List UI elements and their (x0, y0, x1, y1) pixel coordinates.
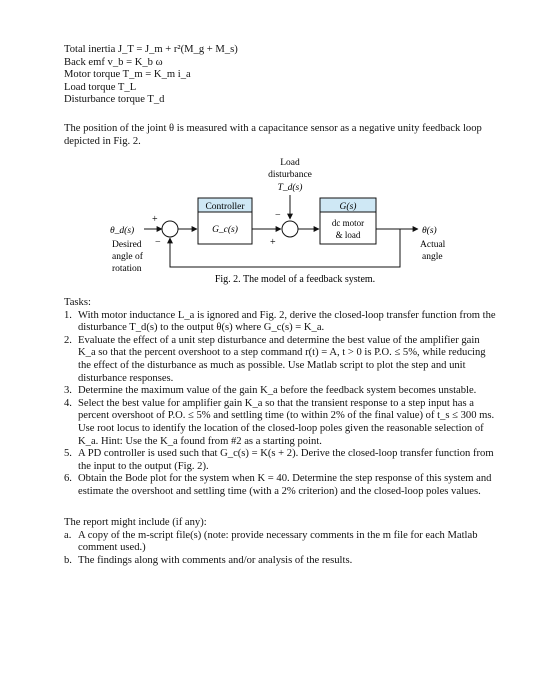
task-number: 1. (64, 309, 72, 321)
task-number: 5. (64, 448, 72, 460)
output-symbol: θ(s) (422, 226, 437, 236)
sum2-plus: + (270, 237, 276, 248)
block-diagram-svg (100, 150, 460, 290)
task-number: 6. (64, 473, 72, 485)
summing-junction-2 (282, 221, 298, 237)
disturbance-symbol: T_d(s) (277, 183, 303, 193)
report-section (64, 517, 496, 567)
intro-paragraph: The position of the joint θ is measured with a capacitance sensor as a negative unity feedback loop depicted in Fig. 2. (64, 123, 482, 147)
task-item-1 (64, 310, 496, 335)
controller-transfer-function: G_c(s) (212, 225, 238, 235)
load-label-1: Load (280, 158, 300, 168)
report-item-letter: a. (64, 529, 72, 541)
task-text: A PD controller is used such that G_c(s) = K(s + 2). Derive the closed-loop transfer function from the input to the output (Fig. 2). (78, 448, 494, 472)
definitions-list (64, 44, 238, 107)
figure-caption: Fig. 2. The model of a feedback system. (214, 274, 376, 285)
controller-title: Controller (205, 202, 245, 212)
task-text: Evaluate the effect of a unit step disturbance and determine the best value of the amplifier gain K_a so that the percent overshoot to a step command r(t) = A, t > 0 is P.O. ≤ 5%, while reducing the effect of the disturbance as much as possible. Use Matlab script to plot the step and unit disturbance responses. (78, 334, 486, 384)
task-text: Select the best value for amplifier gain K_a so that the transient response to a step input has a percent overshoot of P.O. ≤ 5% and settling time (to within 2% of the final value) of t_s ≤ 300 ms. Use root locus to identify the location of the closed-loop poles given the reasonable selection of K_a. Hint: Use the K_a found from #2 as a starting point. (78, 397, 495, 447)
task-item-3 (64, 385, 496, 398)
tasks-section (64, 297, 496, 499)
load-label-2: disturbance (268, 170, 312, 180)
task-item-6 (64, 473, 496, 498)
task-number: 3. (64, 385, 72, 397)
definition-back-emf: Back emf v_b = K_b ω (64, 56, 163, 68)
report-item-letter: b. (64, 554, 72, 566)
report-heading: The report might include (if any): (64, 517, 207, 528)
summing-junction-1 (162, 221, 178, 237)
input-label-3: rotation (112, 264, 142, 274)
tasks-heading: Tasks: (64, 297, 91, 308)
definition-total-inertia: Total inertia J_T = J_m + r²(M_g + M_s) (64, 44, 238, 55)
definition-motor-torque: Motor torque T_m = K_m i_a (64, 69, 191, 81)
block-diagram (100, 150, 460, 290)
plant-line-2: & load (335, 230, 361, 240)
task-number: 2. (64, 334, 72, 346)
report-item-text: The findings along with comments and/or analysis of the results. (78, 554, 353, 566)
output-label-2: angle (422, 252, 443, 262)
task-item-4 (64, 398, 496, 448)
task-item-5 (64, 448, 496, 473)
input-label-2: angle of (112, 252, 143, 262)
plant-title: G(s) (339, 202, 357, 212)
sum1-plus: + (152, 214, 158, 225)
report-item-text: A copy of the m-script file(s) (note: provide necessary comments in the m file for each Matlab comment used.) (78, 529, 478, 554)
definition-load-torque: Load torque T_L (64, 81, 137, 93)
input-label-1: Desired (112, 240, 142, 250)
input-symbol: θ_d(s) (110, 226, 135, 236)
task-text: With motor inductance L_a is ignored and Fig. 2, derive the closed-loop transfer function from the disturbance T_d(s) to the output θ(s) where G_c(s) = K_a. (78, 309, 496, 334)
task-item-2 (64, 335, 496, 385)
output-label-1: Actual (420, 240, 446, 250)
report-item-a (64, 530, 496, 555)
definition-disturbance-torque: Disturbance torque T_d (64, 94, 165, 106)
sum1-minus: − (155, 237, 161, 248)
task-number: 4. (64, 397, 72, 409)
task-text: Obtain the Bode plot for the system when K = 40. Determine the step response of this system and estimate the overshoot and settling time (with a 2% criterion) and the closed-loop poles values. (78, 473, 492, 497)
report-item-b (64, 555, 496, 568)
plant-line-1: dc motor (331, 218, 365, 228)
task-text: Determine the maximum value of the gain K_a before the feedback system becomes unstable. (78, 385, 477, 397)
sum2-minus: − (275, 210, 281, 221)
